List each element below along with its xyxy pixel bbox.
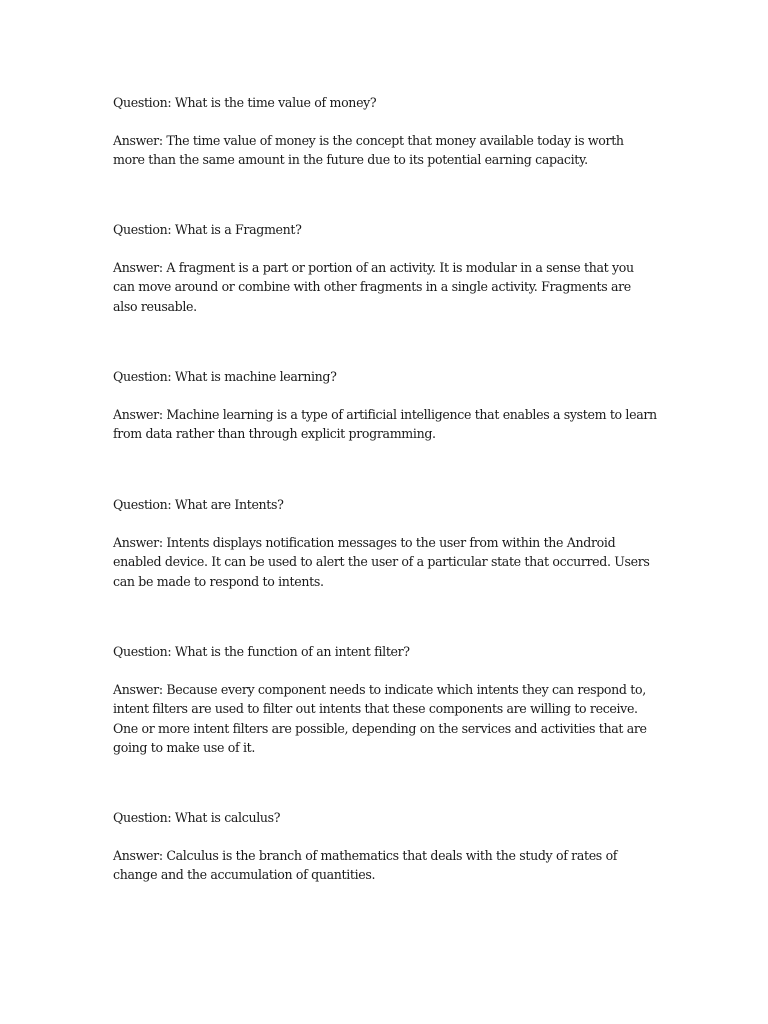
question-text: Question: What is calculus? — [113, 810, 281, 825]
question-text: Question: What are Intents? — [113, 497, 284, 512]
qa-item — [113, 367, 658, 444]
answer-text: Answer: Intents displays notification messages to the user from within the Android enabled device. It can be used to alert the user of a particular state that occurred. Users can be made to respond to intents. — [113, 535, 650, 589]
question-text: Question: What is machine learning? — [113, 369, 337, 384]
answer-text: Answer: Calculus is the branch of mathematics that deals with the study of rates of change and the accumulation of quantities. — [113, 848, 618, 883]
qa-item — [113, 642, 658, 757]
answer-text: Answer: The time value of money is the concept that money available today is worth more than the same amount in the future due to its potential earning capacity. — [113, 133, 624, 168]
answer-text: Answer: Because every component needs to indicate which intents they can respond to, intent filters are used to filter out intents that these components are willing to receive. One or more intent filters are possible, depending on the services and activities that are going to make use of it. — [113, 682, 647, 755]
answer-text: Answer: A fragment is a part or portion of an activity. It is modular in a sense that you can move around or combine with other fragments in a single activity. Fragments are also reusable. — [113, 260, 634, 314]
question-text: Question: What is a Fragment? — [113, 222, 302, 237]
answer-text: Answer: Machine learning is a type of artificial intelligence that enables a system to learn from data rather than through explicit programming. — [113, 407, 657, 442]
qa-item — [113, 495, 658, 591]
qa-item — [113, 93, 658, 170]
question-text: Question: What is the time value of money? — [113, 95, 377, 110]
qa-item — [113, 808, 658, 885]
question-text: Question: What is the function of an intent filter? — [113, 644, 410, 659]
qa-item — [113, 220, 658, 316]
